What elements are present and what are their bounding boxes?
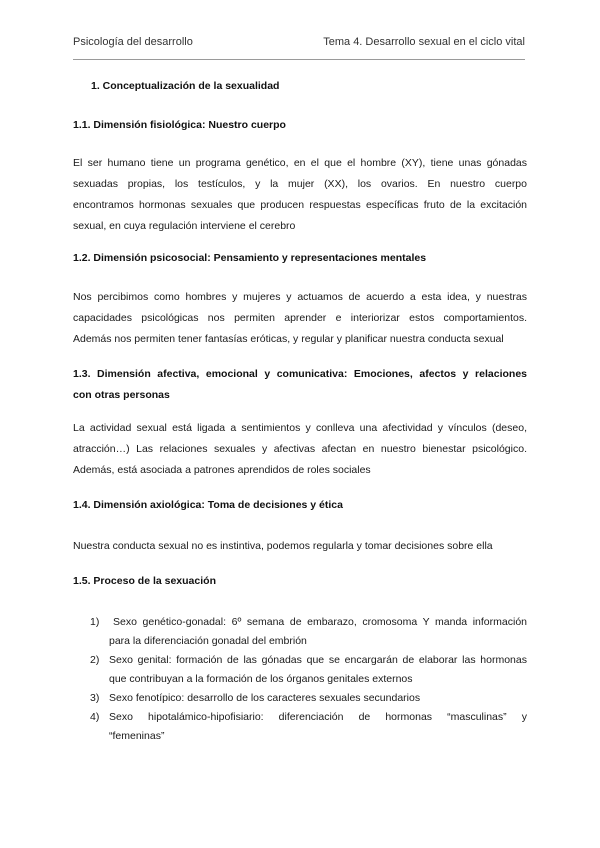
paragraph-line: Además nos permiten tener fantasías eróticas, y regular y planificar nuestra conducta sexual — [73, 333, 504, 345]
paragraph-1-3 — [73, 418, 527, 481]
paragraph-line: La actividad sexual está ligada a sentimientos y conlleva una afectividad y vínculos (deseo, — [73, 422, 527, 434]
paragraph-line: capacidades psicológicas nos permiten aprender e interiorizar estos comportamientos. — [73, 312, 527, 324]
list-line: Sexo genital: formación de las gónadas que se encargarán de elaborar las hormonas — [109, 654, 527, 666]
heading-1-3 — [73, 364, 527, 406]
list-item — [90, 613, 527, 651]
paragraph-1-2 — [73, 287, 527, 350]
header-divider — [73, 59, 525, 60]
list-number: 4) — [90, 711, 100, 723]
list-line: Sexo hipotalámico-hipofisiario: diferenciación de hormonas “masculinas” y — [109, 711, 527, 723]
heading-1-5: 1.5. Proceso de la sexuación — [73, 575, 216, 587]
paragraph-line: Además, está asociada a patrones aprendidos de roles sociales — [73, 464, 371, 476]
paragraph-line: atracción…) Las relaciones sexuales y afectivas afectan en nuestro bienestar psicológico. — [73, 443, 527, 455]
page-header — [73, 36, 525, 48]
list-line: que contribuyan a la formación de los órganos genitales externos — [109, 673, 413, 685]
paragraph-line: sexual, en cuya regulación interviene el cerebro — [73, 220, 296, 232]
heading-line: con otras personas — [73, 389, 170, 401]
section-title: 1. Conceptualización de la sexualidad — [91, 80, 280, 92]
paragraph-line: encontramos hormonas sexuales que producen respuestas específicas fruto de la excitación — [73, 199, 527, 211]
list-line: para la diferenciación gonadal del embrión — [109, 635, 307, 647]
paragraph-line: Nos percibimos como hombres y mujeres y actuamos de acuerdo a esta idea, y nuestras — [73, 291, 527, 303]
paragraph-line: El ser humano tiene un programa genético, en el que el hombre (XY), tiene unas gónadas — [73, 157, 527, 169]
paragraph-line: sexuadas propias, los testículos, y la mujer (XX), los ovarios. En nuestro cuerpo — [73, 178, 527, 190]
header-course-title: Psicología del desarrollo — [73, 36, 193, 48]
list-line: “femeninas” — [109, 730, 165, 742]
list-number: 1) — [90, 616, 100, 628]
heading-1-1: 1.1. Dimensión fisiológica: Nuestro cuerpo — [73, 119, 286, 131]
paragraph-line: Nuestra conducta sexual no es instintiva, podemos regularla y tomar decisiones sobre ella — [73, 540, 493, 552]
list-number: 2) — [90, 654, 100, 666]
header-topic-title: Tema 4. Desarrollo sexual en el ciclo vital — [323, 36, 525, 48]
list-item — [90, 708, 527, 746]
heading-1-4: 1.4. Dimensión axiológica: Toma de decisiones y ética — [73, 499, 343, 511]
heading-1-2: 1.2. Dimensión psicosocial: Pensamiento y representaciones mentales — [73, 252, 427, 264]
heading-line: 1.3. Dimensión afectiva, emocional y comunicativa: Emociones, afectos y relaciones — [73, 368, 527, 380]
list-item — [90, 651, 527, 689]
list-item — [90, 689, 527, 708]
paragraph-1-1 — [73, 153, 527, 237]
list-line: Sexo fenotípico: desarrollo de los caracteres sexuales secundarios — [109, 692, 421, 704]
list-line: Sexo genético-gonadal: 6º semana de embarazo, cromosoma Y manda información — [113, 616, 527, 628]
list-number: 3) — [90, 692, 100, 704]
paragraph-1-4 — [73, 536, 527, 557]
